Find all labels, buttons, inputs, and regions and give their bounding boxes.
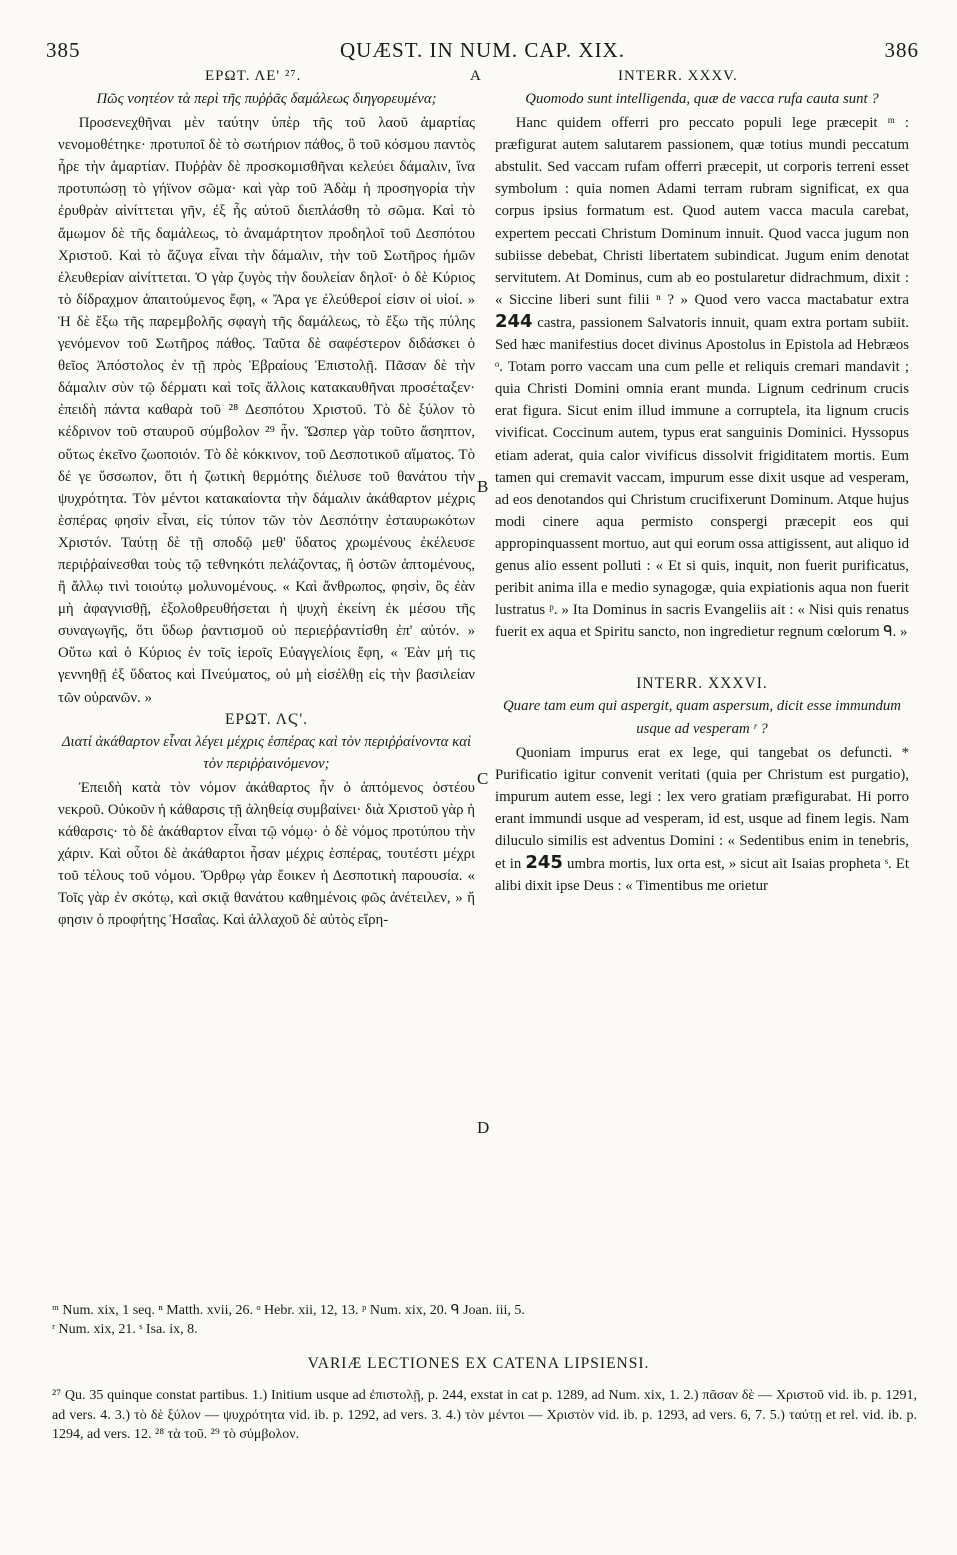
latin-question-35-body xyxy=(495,112,909,643)
page-marker-244: 244 xyxy=(495,310,533,332)
variae-lectiones-text: ²⁷ Qu. 35 quinque constat partibus. 1.) Initium usque ad ἐπιστολῇ, p. 244, exstat in cat p. 1289, ad Num. xix, 1. 2.) πᾶσαν δὲ — Χριστοῦ vid. ib. p. 1291, ad vers. 4. 3.) τὸ δὲ ξύλον — ψυχρότητα vid. ib. p. 1292, ad vers. 3. 4.) τὸν μέντοι — Χριστὸν vid. ib. p. 1293, ad vers. 6, 7. 5.) ταύτῃ et rel. vid. ib. p. 1294, ad vers. 12. ²⁸ τὰ τοῦ. ²⁹ τὸ σύμβολον. xyxy=(52,1388,917,1442)
greek-question-35-title: Πῶς νοητέον τὰ περὶ τῆς πυῤῥᾶς δαμάλεως διηγορευμένα; xyxy=(96,91,437,107)
latin-q35-text-b: castra, passionem Salvatoris innuit, quam extra portam subiit. Sed hæc manifestius docet divinus Apostolus in Epistola ad Hebræos ᵒ. Totam porro vaccam una cum pelle et reliquis cremari mandavit ; quia Christi Domini omnia erant munda. Lignum cedrinum crucis erat figura. Sicut enim illud immune a corruptela, ita lignum crucis vivificat. Coccinum autem, typus erat sanguinis Dominici. Hyssopus etiam aderat, quia calor vivificus dissolvit frigiditatem mortis. Eum tamen qui cremavit vaccam, impurum esse dixit usque ad vesperam, ad eos denotandos qui Christum crucifixerunt Dominum. Atque hujus modi cinere aqua permisto conspergi præcepit eos qui appropinquassent mortuo, aut qui eorum ossa attigissent, aut aliquo id genus alio essent polluti : « Et si quis, inquit, non fuerit purificatus, peribit anima illa e medio synagogæ, quia expiationis aqua non fuerit lustratus ᵖ. » Ita Dominus in sacris Evangeliis ait : « Nisi quis renatus fuerit ex aqua et Spiritu sancto, non ingredietur regnum cœlorum ᑫ. » xyxy=(495,314,910,641)
latin-question-35-title: Quomodo sunt intelligenda, quæ de vacca rufa cauta sunt ? xyxy=(525,91,879,107)
greek-column-heading: ΕΡΩΤ. ΛΕ' ²⁷. xyxy=(205,68,302,84)
latin-q36-text-a: Quoniam impurus erat ex lege, qui tangebat os defuncti. * Purificatio igitur convenit veritati (quia per Christum est purgatio), impurum autem esse, legi : lex vero gratiam præfigurabat. Hi porro erant immundi usque ad vesperam, id est, usque ad finem legis. Nam diluculo similis est adventus Domini : « Sedentibus enim in tenebris, et in xyxy=(495,744,909,873)
greek-column xyxy=(58,88,475,932)
section-letter-b: B xyxy=(477,477,489,496)
greek-question-35-body: Προσενεχθῆναι μὲν ταύτην ὑπὲρ τῆς τοῦ λαοῦ ἁμαρτίας νενομοθέτηκε· προτυποῖ δὲ τὸ σωτήριον πάθος, ὃ τοῦ κόσμου παντὸς ἦρε τὴν ἁμαρτίαν. Πυῤῥὰν δὲ προσκομισθῆναι κελεύει δάμαλιν, ἵνα προτυπώσῃ τὸ γήϊνον σῶμα· καὶ γὰρ τοῦ Ἀδὰμ ἡ προσηγορία τὴν ἐρυθρὰν αἰνίττεται γῆν, ἐξ ἧς αὐτοῦ διεπλάσθη τὸ σῶμα. Καὶ τὸ ἄμωμον δὲ τῆς δαμάλεως, τὸ ἀναμάρτητον προδηλοῖ τοῦ Δεσπότου Χριστοῦ. Καὶ τὸ ἄζυγα εἶναι τὴν δάμαλιν, τὴν τοῦ Σωτῆρος ἡμῶν ἐλευθερίαν αἰνίττεται. Ὁ γὰρ ζυγὸς τὴν δουλείαν δηλοῖ· ὁ δὲ Κύριος τὸ δίδραχμον ἀπαιτούμενος ἔφη, « Ἄρα γε ἐλεύθεροί εἰσιν οἱ υἱοί. » Ἡ δὲ ἔξω τῆς παρεμβολῆς σφαγὴ τῆς δαμάλεως, τὸ ἔξω τῆς πύλης γενόμενον τοῦ Σωτῆρος πάθος. Ταῦτα δὲ σαφέστερον διδάσκει ὁ θεῖος Ἀπόστολος ἐν τῇ πρὸς Ἑβραίους Ἐπιστολῇ. Πᾶσαν δὲ τὴν δάμαλιν σὺν τῷ δέρματι καὶ τοῖς ἄλλοις κατακαυθῆναι προσέταξεν· ἐπειδὴ πάντα καθαρὰ τοῦ ²⁸ Δεσπότου Χριστοῦ. Τὸ δὲ ξύλον τὸ κέδρινον τοῦ σταυροῦ σύμβολον ²⁹ ἦν. Ὥσπερ γὰρ τοῦτο ἄσηπτον, οὕτως ἐκεῖνο ζωοποιόν. Τὸ δὲ κόκκινον, τοῦ Δεσποτικοῦ αἵματος. Τὸ δέ γε ὕσσωπον, ὅτι ἡ ζωτικὴ θερμότης διέλυσε τοῦ θανάτου τὴν ψυχρότητα. Τὸν μέντοι κατακαίοντα τὴν δάμαλιν ἀκάθαρτον μέχρις ἑσπέρας φησὶν εἶναι, εἰς τύπον τῶν τὸν Δεσπότην ἐσταυρωκότων Χριστόν. Ταύτῃ δὲ τῇ σποδῷ μεθ' ὕδατος χρωμένους ἐκέλευσε περιῤῥαίνεσθαι τοὺς τῷ τεθνηκότι πελάζοντας, ἢ ὀστῶν ἁπτομένους, ἢ ἄλλῳ τινὶ τοιούτῳ μολυνομένους. « Καὶ ἄνθρωπος, φησὶν, ὃς ἐὰν μὴ ἀφαγνισθῇ, ἐξολοθρευθήσεται ἡ ψυχὴ ἐκείνη ἐκ μέσου τῆς συναγωγῆς, ὅτι ὕδωρ ῥαντισμοῦ οὐ περιεῤῥαντίσθη ἐπ' αὐτόν. » Οὕτω καὶ ὁ Κύριος ἐν τοῖς ἱεροῖς Εὐαγγελίοις ἔφη, « Ἐὰν μή τις γεννηθῇ ἐξ ὕδατος καὶ Πνεύματος, οὐ μὴ εἰσέλθῃ εἰς τὴν βασιλείαν τῶν οὐρανῶν. » xyxy=(58,115,475,706)
footnotes xyxy=(52,1301,917,1339)
greek-question-36-title: Διατί ἀκάθαρτον εἶναι λέγει μέχρις ἑσπέρας καὶ τὸν περιῤῥαίνοντα καὶ τὸν περιῤῥαινόμενον; xyxy=(61,733,472,772)
section-letter-a: A xyxy=(470,68,482,84)
section-letter-c: C xyxy=(477,769,489,788)
running-header xyxy=(46,38,919,66)
latin-q35-text-a: Hanc quidem offerri pro peccato populi lege præcepit ᵐ : præfigurat autem salutarem passionem, quæ totius mundi peccatum abstulit. Sed vaccam rufam offerri præcepit, ut corporis terreni esset symbolum : quia nomen Adami terram rubram significat, ex qua corpus ipsius formatum est. Quod autem vacca macula carebat, expertem peccati Christum Dominum innuit. Quod vacca jugum non subiisse debebat, Christi libertatem subindicat. Jugum enim denotat servitutem. At Dominus, cum ab eo postularetur didrachmum, dixit : « Siccine liberi sunt filii ⁿ ? » Quod vero vacca mactabatur extra xyxy=(495,115,909,308)
latin-column xyxy=(495,88,909,897)
variae-lectiones-heading: VARIÆ LECTIONES EX CATENA LIPSIENSI. xyxy=(307,1355,650,1372)
footnote-line-2: ʳ Num. xix, 21. ˢ Isa. ix, 8. xyxy=(52,1322,198,1337)
footnote-line-1: ᵐ Num. xix, 1 seq. ⁿ Matth. xvii, 26. ᵒ Hebr. xii, 12, 13. ᵖ Num. xix, 20. ᑫ Joan. iii, 5. xyxy=(52,1303,525,1318)
page-number-right: 386 xyxy=(884,38,919,62)
latin-column-heading: INTERR. XXXV. xyxy=(618,68,738,84)
latin-question-36-body xyxy=(495,742,909,898)
greek-question-36-body: Ἐπειδὴ κατὰ τὸν νόμον ἀκάθαρτος ἦν ὁ ἁπτόμενος ὀστέου νεκροῦ. Οὐκοῦν ἡ κάθαρσις τῇ ἀληθείᾳ συμβαίνει· διὰ Χριστοῦ γὰρ ἡ κάθαρσις· τὸ δὲ ἀκάθαρτον εἶναι τῷ νόμῳ· ὁ δὲ νόμος προτύπου τὴν χάριν. Καὶ οὗτοι δὲ ἀκάθαρτοι ἦσαν μέχρις ἑσπέρας, τουτέστι μέχρι τοῦ τέλους τοῦ νόμου. Ὄρθρῳ γὰρ ἔοικεν ἡ Δεσποτικὴ παρουσία. « Τοῖς γὰρ ἐν σκότῳ, καὶ σκιᾷ θανάτου καθημένοις φῶς ἀνέτειλεν, » ἤ φησιν ὁ προφήτης Ἡσαΐας. Καὶ ἀλλαχοῦ δὲ αὐτὸς εἴρη- xyxy=(58,779,475,929)
page-number-left: 385 xyxy=(46,38,81,62)
latin-question-36-heading: INTERR. XXXVI. xyxy=(636,675,768,693)
latin-question-36-title: Quare tam eum qui aspergit, quam aspersum, dicit esse immundum usque ad vesperam ʳ ? xyxy=(503,698,901,737)
section-letter-d: D xyxy=(477,1118,490,1137)
running-title: QUÆST. IN NUM. CAP. XIX. xyxy=(340,38,625,62)
greek-question-36-heading: ΕΡΩΤ. ΛϚ'. xyxy=(224,710,309,728)
latin-q36-text-b: umbra mortis, lux orta est, » sicut ait Isaias propheta ˢ. Et alibi dixit ipse Deus : « Timentibus me orietur xyxy=(495,856,909,895)
page-marker-245: 245 xyxy=(525,852,563,874)
